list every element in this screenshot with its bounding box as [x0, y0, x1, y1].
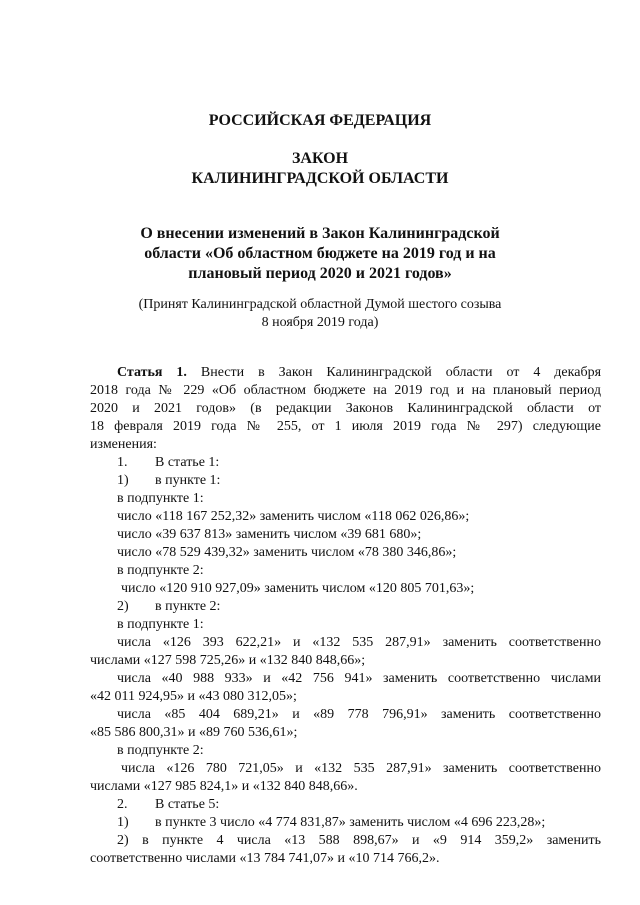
subitem-line: в подпункте 1:	[117, 491, 204, 506]
change-line: числа «85 404 689,21» и «89 778 796,91» заменить соответственно	[117, 707, 601, 722]
item-number: 2)	[117, 833, 129, 848]
item-1-line	[117, 454, 219, 472]
country-heading: РОССИЙСКАЯ ФЕДЕРАЦИЯ	[208, 112, 432, 129]
change-line: число «118 167 252,32» заменить числом «118 062 026,86»;	[117, 509, 470, 524]
law-title-line-2: области «Об областном бюджете на 2019 год и на	[144, 245, 496, 262]
item-text: в пункте 2:	[155, 599, 221, 614]
item-number: 1.	[117, 455, 128, 470]
article-intro-line: 2018 года № 229 «Об областном бюджете на 2019 год и на плановый период	[90, 383, 601, 398]
change-line: «85 586 800,31» и «89 760 536,61»;	[90, 725, 298, 740]
item-text: В статье 1:	[155, 455, 220, 470]
subitem-line: в подпункте 2:	[117, 563, 204, 578]
law-title-line-1: О внесении изменений в Закон Калининградской	[140, 225, 500, 242]
region-heading: КАЛИНИНГРАДСКОЙ ОБЛАСТИ	[191, 170, 449, 187]
article-intro-first: Внести в Закон Калининградской области от 4 декабря	[200, 365, 602, 380]
change-line: числами «127 598 725,26» и «132 840 848,66»;	[90, 653, 366, 668]
subitem-line: в подпункте 2:	[117, 743, 204, 758]
law-title-line-3: плановый период 2020 и 2021 годов»	[188, 265, 452, 282]
change-line: числа «126 393 622,21» и «132 535 287,91» заменить соответственно	[117, 635, 601, 650]
change-line: числа «40 988 933» и «42 756 941» заменить соответственно числами	[117, 671, 601, 686]
item-text: в пункте 1:	[155, 473, 221, 488]
adopted-note-line-1: (Принят Калининградской областной Думой шестого созыва	[138, 297, 502, 312]
item-number: 1)	[117, 815, 129, 830]
item-2-2-line	[117, 832, 601, 850]
article-intro-line: изменения:	[90, 437, 157, 452]
change-line: «42 011 924,95» и «43 080 312,05»;	[90, 689, 297, 704]
item-1-2-line	[117, 598, 220, 616]
article-intro-line: 2020 и 2021 годов» (в редакции Законов Калининградской области от	[90, 401, 601, 416]
article-label: Статья 1.	[117, 365, 187, 380]
item-1-1-line	[117, 472, 220, 490]
change-line: число «78 529 439,32» заменить числом «78 380 346,86»;	[117, 545, 457, 560]
item-2-1-line	[117, 814, 545, 832]
item-number: 1)	[117, 473, 129, 488]
doc-type-heading: ЗАКОН	[291, 150, 349, 167]
item-text: В статье 5:	[155, 797, 220, 812]
item-text: в пункте 3 число «4 774 831,87» заменить числом «4 696 223,28»;	[155, 815, 546, 830]
article-intro-line: 18 февраля 2019 года № 255, от 1 июля 2019 года № 297) следующие	[90, 419, 601, 434]
article-first-line	[117, 364, 601, 382]
change-line: число «120 910 927,09» заменить числом «120 805 701,63»;	[121, 581, 475, 596]
adopted-note-line-2: 8 ноября 2019 года)	[261, 315, 379, 330]
change-line: числами «127 985 824,1» и «132 840 848,66».	[90, 779, 358, 794]
change-line: число «39 637 813» заменить числом «39 681 680»;	[117, 527, 422, 542]
item-number: 2)	[117, 599, 129, 614]
item-text: в пункте 4 числа «13 588 898,67» и «9 914 359,2» заменить	[142, 833, 601, 848]
item-2-line	[117, 796, 219, 814]
change-line: числа «126 780 721,05» и «132 535 287,91» заменить соответственно	[121, 761, 601, 776]
change-line: соответственно числами «13 784 741,07» и «10 714 766,2».	[90, 851, 440, 866]
subitem-line: в подпункте 1:	[117, 617, 204, 632]
item-number: 2.	[117, 797, 128, 812]
